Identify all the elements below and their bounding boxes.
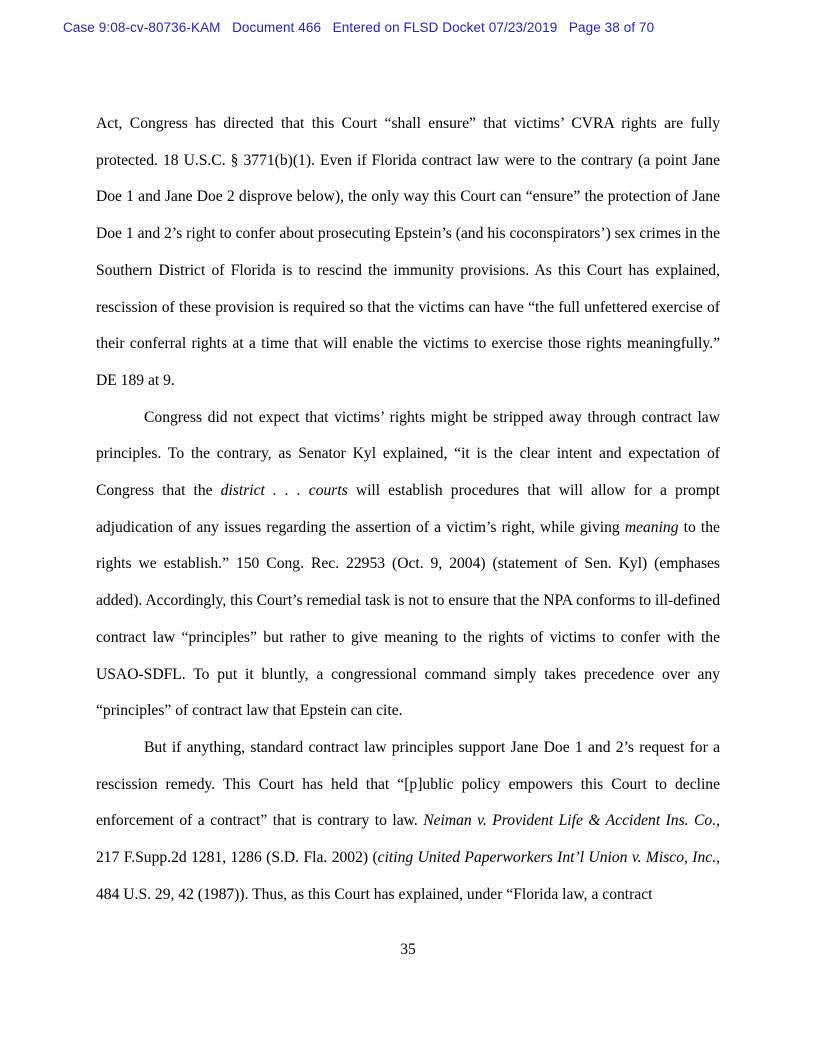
text-run: But if anything, standard contract law principles support Jane Doe 1 and 2’s request for a rescission remedy. This Court has held that “[p]ublic policy empowers this Court to decline enforcement of a contract” that is contrary to law. xyxy=(96,738,720,830)
text-run: meaning xyxy=(624,518,679,536)
paragraph xyxy=(96,730,720,914)
paragraph xyxy=(96,400,720,730)
text-run: 484 U.S. 29, 42 (1987)). Thus, as this Court has explained, under “Florida law, a contract xyxy=(96,885,653,903)
text-run: Congress did not expect that victims’ rights might be stripped away through contract law principles. To the contrary, as Senator Kyl explained, “it is the clear intent and expectation of Congress that the xyxy=(96,408,720,500)
document-body xyxy=(96,106,720,913)
text-run: 217 F.Supp.2d 1281, 1286 (S.D. Fla. 2002) ( xyxy=(96,849,378,867)
text-run: Neiman v. Provident Life & Accident Ins. Co., xyxy=(423,812,720,830)
page-number: 35 xyxy=(400,941,416,958)
case-header: Case 9:08-cv-80736-KAM Document 466 Entered on FLSD Docket 07/23/2019 Page 38 of 70 xyxy=(63,20,655,35)
paragraph xyxy=(96,106,720,400)
text-run: citing United Paperworkers Int’l Union v. Misco, Inc., xyxy=(377,849,720,867)
text-run: to the rights we establish.” 150 Cong. Rec. 22953 (Oct. 9, 2004) (statement of Sen. Kyl) (emphases added). Accordingly, this Court’s remedial task is not to ensure that the NPA conforms to ill-defined contract law “principles” but rather to give meaning to the rights of victims to confer with the USAO-SDFL. To put it bluntly, a congressional command simply takes precedence over any “principles” of contract law that Epstein can cite. xyxy=(96,518,720,720)
text-run: Act, Congress has directed that this Court “shall ensure” that victims’ CVRA rights are fully protected. 18 U.S.C. § 3771(b)(1). Even if Florida contract law were to the contrary (a point Jane Doe 1 and Jane Doe 2 disprove below), the only way this Court can “ensure” the protection of Jane Doe 1 and 2’s right to confer about prosecuting Epstein’s (and his coconspirators’) sex crimes in the Southern District of Florida is to rescind the immunity provisions. As this Court has explained, rescission of these provision is required so that the victims can have “the full unfettered exercise of their conferral rights at a time that will enable the victims to exercise those rights meaningfully.” DE 189 at 9. xyxy=(96,115,720,389)
text-run: will establish procedures that will allow for a prompt adjudication of any issues regarding the assertion of a victim’s right, while giving xyxy=(96,482,720,536)
text-run: district . . . courts xyxy=(220,482,348,500)
